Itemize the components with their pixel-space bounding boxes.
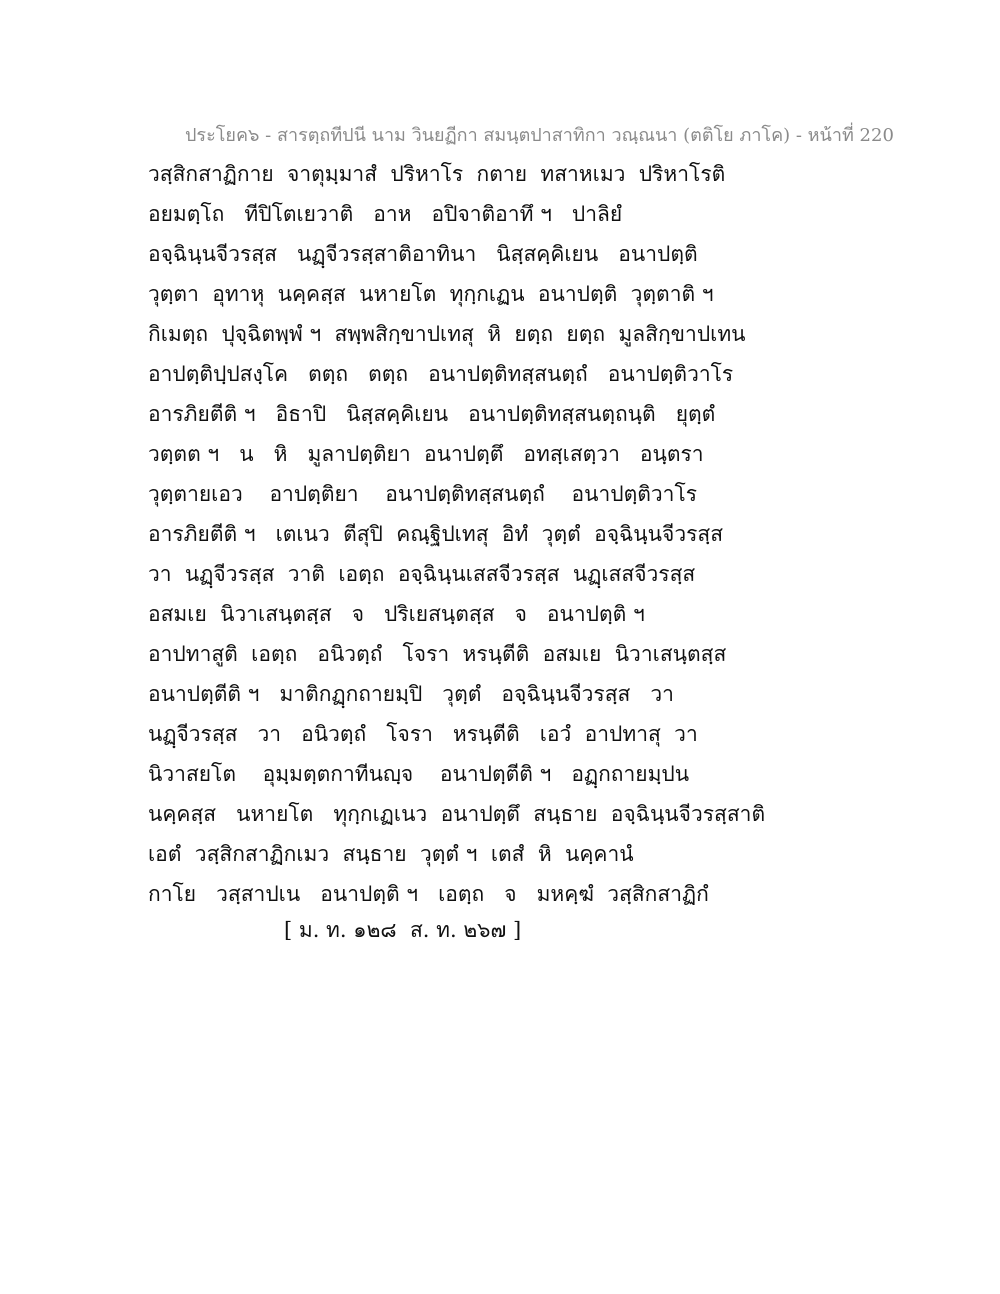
text-line: วุตฺตายเอว อาปตฺติยา อนาปตฺติทสฺสนตฺถํ อนาปตฺติวาโร: [148, 482, 698, 506]
text-line: นิวาสยโต อุมฺมตฺตกาทีนญฺจ อนาปตฺตีติ ฯ อฏฺกถายมฺปน: [148, 762, 690, 786]
text-line: อารภิยตีติ ฯ เตเนว ตีสุปิ คณฺฐิปเทสุ อิทํ วุตฺตํ อจฺฉินฺนจีวรสฺส: [148, 522, 724, 546]
text-line: วา นฏฺจีวรสฺส วาติ เอตฺถ อจฺฉินฺนเสสจีวรสฺส นฏฺเสสจีวรสฺส: [148, 562, 696, 586]
text-line: กิเมตฺถ ปุจฺฉิตพฺพํ ฯ สพฺพสิกฺขาปเทสุ หิ ยตฺถ ยตฺถ มูลสิกฺขาปเทน: [148, 322, 746, 346]
text-line: กาโย วสฺสาปเน อนาปตฺติ ฯ เอตฺถ จ มหคฺฆํ วสฺสิกสาฏิกํ: [148, 882, 709, 906]
citation-reference: [ ม. ท. ๑๒๘ ส. ท. ๒๖๗ ]: [284, 918, 522, 942]
running-header: ประโยค๖ - สารตฺถทีปนี นาม วินยฏีกา สมนฺตปาสาทิกา วณฺณนา (ตติโย ภาโค) - หน้าที่ 220: [185, 125, 894, 146]
text-line: อนาปตฺตีติ ฯ มาติกฏฺกถายมฺปิ วุตฺตํ อจฺฉินฺนจีวรสฺส วา: [148, 682, 674, 706]
text-line: นคฺคสฺส นหายโต ทุกฺกเฏเนว อนาปตฺตึ สนฺธาย อจฺฉินฺนจีวรสฺสาติ: [148, 802, 766, 826]
text-line: วตฺตต ฯ น หิ มูลาปตฺติยา อนาปตฺตึ อทสฺเสตฺวา อนฺตรา: [148, 442, 704, 466]
text-line: อจฺฉินฺนจีวรสฺส นฏฺจีวรสฺสาติอาทินา นิสฺสคฺคิเยน อนาปตฺติ: [148, 242, 698, 266]
text-line: วสฺสิกสาฏิกาย จาตุมฺมาสํ ปริหาโร กตาย ทสาหเมว ปริหาโรติ: [148, 162, 726, 186]
text-line: อาปทาสูติ เอตฺถ อนิวตฺถํ โจรา หรนฺตีติ อสมเย นิวาเสนฺตสฺส: [148, 642, 727, 666]
text-line: เอตํ วสฺสิกสาฏิกเมว สนฺธาย วุตฺตํ ฯ เตสํ หิ นคฺคานํ: [148, 842, 634, 866]
text-line: นฏฺจีวรสฺส วา อนิวตฺถํ โจรา หรนฺตีติ เอวํ อาปทาสุ วา: [148, 722, 698, 746]
text-line: อยมตฺโถ ทีปิโตเยวาติ อาห อปิจาติอาทึ ฯ ปาลิยํ: [148, 202, 623, 226]
text-line: อสมเย นิวาเสนฺตสฺส จ ปริเยสนฺตสฺส จ อนาปตฺติ ฯ: [148, 602, 645, 626]
text-line: วุตฺตา อุทาหุ นคฺคสฺส นหายโต ทุกฺกเฏน อนาปตฺติ วุตฺตาติ ฯ: [148, 282, 714, 306]
text-line: อารภิยตีติ ฯ อิธาปิ นิสฺสคฺคิเยน อนาปตฺติทสฺสนตฺถนฺติ ยุตฺตํ: [148, 402, 716, 426]
body-text: [148, 160, 848, 920]
text-line: อาปตฺติปฺปสงฺโค ตตฺถ ตตฺถ อนาปตฺติทสฺสนตฺถํ อนาปตฺติวาโร: [148, 362, 734, 386]
